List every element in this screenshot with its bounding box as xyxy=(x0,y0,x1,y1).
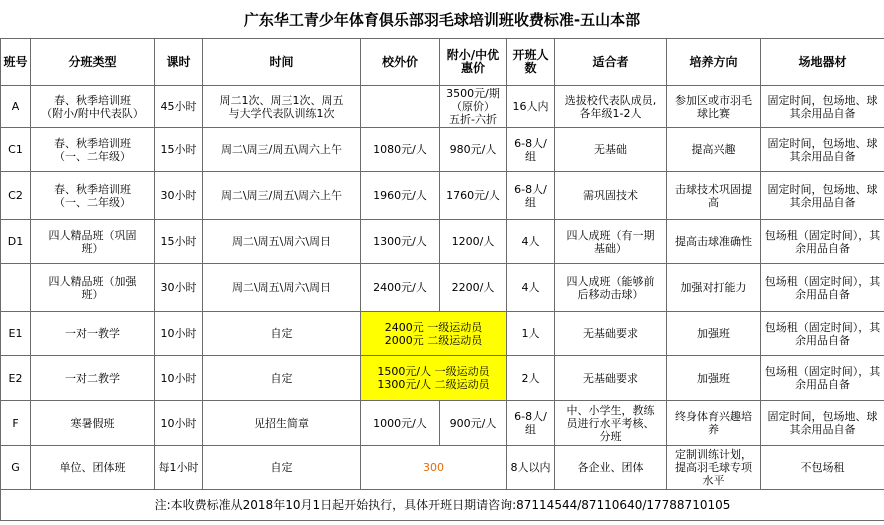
cell-venue: 包场租（固定时间），其 余用品自备 xyxy=(761,312,884,356)
cell-class-type: 寒暑假班 xyxy=(31,401,155,446)
cell-suitable: 无基础要求 xyxy=(555,356,667,401)
cell-venue: 包场租（固定时间），其 余用品自备 xyxy=(761,220,884,264)
cell-venue: 包场租（固定时间），其 余用品自备 xyxy=(761,356,884,401)
cell-venue: 固定时间，包场地、球 其余用品自备 xyxy=(761,86,884,128)
cell-class-type: 一对一教学 xyxy=(31,312,155,356)
cell-direction: 终身体育兴趣培 养 xyxy=(667,401,761,446)
table-row xyxy=(1,264,884,312)
cell-outside-price: 1300元/人 xyxy=(361,220,440,264)
table-row xyxy=(1,220,884,264)
cell-hours: 30小时 xyxy=(155,172,203,220)
cell-time: 周二\周五\周六\周日 xyxy=(203,264,361,312)
cell-code: A xyxy=(1,86,31,128)
cell-time: 自定 xyxy=(203,446,361,490)
header-outside-price: 校外价 xyxy=(361,39,440,86)
cell-direction: 提高兴趣 xyxy=(667,128,761,172)
cell-direction: 击球技术巩固提 高 xyxy=(667,172,761,220)
cell-direction: 加强班 xyxy=(667,356,761,401)
cell-code: D1 xyxy=(1,220,31,264)
cell-hours: 10小时 xyxy=(155,312,203,356)
cell-inside-price: 3500元/期 （原价） 五折-六折 xyxy=(440,86,507,128)
cell-price-merged: 1500元/人 一级运动员 1300元/人 二级运动员 xyxy=(361,356,507,401)
header-hours: 课时 xyxy=(155,39,203,86)
table-row xyxy=(1,312,884,356)
cell-outside-price xyxy=(361,86,440,128)
cell-suitable: 无基础 xyxy=(555,128,667,172)
header-venue: 场地器材 xyxy=(761,39,884,86)
cell-class-type: 单位、团体班 xyxy=(31,446,155,490)
cell-class-type: 春、秋季培训班 （一、二年级） xyxy=(31,172,155,220)
cell-inside-price: 900元/人 xyxy=(440,401,507,446)
cell-hours: 30小时 xyxy=(155,264,203,312)
note-text: 注:本收费标准从2018年10月1日起开始执行，具体开班日期请咨询:87114544/87110640/17788710105 xyxy=(1,490,884,521)
cell-outside-price: 2400元/人 xyxy=(361,264,440,312)
table-row xyxy=(1,86,884,128)
cell-time: 周二\周三/周五\周六上午 xyxy=(203,172,361,220)
cell-code: G xyxy=(1,446,31,490)
cell-direction: 加强对打能力 xyxy=(667,264,761,312)
page-title: 广东华工青少年体育俱乐部羽毛球培训班收费标准-五山本部 xyxy=(243,10,641,29)
cell-suitable: 无基础要求 xyxy=(555,312,667,356)
cell-code xyxy=(1,264,31,312)
cell-class-size: 2人 xyxy=(507,356,555,401)
table-row xyxy=(1,446,884,490)
cell-class-size: 6-8人/ 组 xyxy=(507,172,555,220)
cell-time: 周二\周五\周六\周日 xyxy=(203,220,361,264)
cell-time: 见招生简章 xyxy=(203,401,361,446)
header-suitable: 适合者 xyxy=(555,39,667,86)
cell-class-type: 一对二教学 xyxy=(31,356,155,401)
note-row xyxy=(1,490,884,521)
cell-code: F xyxy=(1,401,31,446)
cell-outside-price: 1080元/人 xyxy=(361,128,440,172)
cell-direction: 提高击球准确性 xyxy=(667,220,761,264)
cell-price-merged: 2400元 一级运动员 2000元 二级运动员 xyxy=(361,312,507,356)
cell-suitable: 中、小学生，教练 员进行水平考核、 分班 xyxy=(555,401,667,446)
cell-hours: 15小时 xyxy=(155,220,203,264)
cell-suitable: 四人成班（能够前 后移动击球） xyxy=(555,264,667,312)
cell-time: 周二\周三/周五\周六上午 xyxy=(203,128,361,172)
cell-suitable: 各企业、团体 xyxy=(555,446,667,490)
cell-class-type: 四人精品班（巩固 班） xyxy=(31,220,155,264)
cell-class-size: 4人 xyxy=(507,264,555,312)
cell-suitable: 四人成班（有一期 基础） xyxy=(555,220,667,264)
table-row xyxy=(1,172,884,220)
cell-suitable: 需巩固技术 xyxy=(555,172,667,220)
cell-venue: 固定时间，包场地、球 其余用品自备 xyxy=(761,401,884,446)
cell-inside-price: 2200/人 xyxy=(440,264,507,312)
cell-venue: 不包场租 xyxy=(761,446,884,490)
header-class-type: 分班类型 xyxy=(31,39,155,86)
cell-venue: 包场租（固定时间），其 余用品自备 xyxy=(761,264,884,312)
cell-code: C1 xyxy=(1,128,31,172)
table-row xyxy=(1,128,884,172)
cell-suitable: 选拔校代表队成员, 各年级1-2人 xyxy=(555,86,667,128)
header-direction: 培养方向 xyxy=(667,39,761,86)
cell-inside-price: 1760元/人 xyxy=(440,172,507,220)
cell-time: 周二1次、周三1次、周五 与大学代表队训练1次 xyxy=(203,86,361,128)
cell-code: E1 xyxy=(1,312,31,356)
cell-hours: 10小时 xyxy=(155,401,203,446)
header-time: 时间 xyxy=(203,39,361,86)
cell-hours: 45小时 xyxy=(155,86,203,128)
cell-code: C2 xyxy=(1,172,31,220)
table-header-row xyxy=(1,39,884,86)
cell-class-size: 16人内 xyxy=(507,86,555,128)
header-inside-price: 附小/中优 惠价 xyxy=(440,39,507,86)
cell-outside-price: 1960元/人 xyxy=(361,172,440,220)
cell-class-type: 春、秋季培训班 （一、二年级） xyxy=(31,128,155,172)
cell-direction: 加强班 xyxy=(667,312,761,356)
cell-time: 自定 xyxy=(203,356,361,401)
cell-class-type: 春、秋季培训班 （附小/附中代表队） xyxy=(31,86,155,128)
header-class-size: 开班人 数 xyxy=(507,39,555,86)
cell-price-merged: 300 xyxy=(361,446,507,490)
cell-direction: 参加区或市羽毛 球比赛 xyxy=(667,86,761,128)
cell-outside-price: 1000元/人 xyxy=(361,401,440,446)
cell-class-size: 8人以内 xyxy=(507,446,555,490)
cell-class-size: 6-8人/ 组 xyxy=(507,401,555,446)
cell-hours: 每1小时 xyxy=(155,446,203,490)
cell-direction: 定制训练计划， 提高羽毛球专项 水平 xyxy=(667,446,761,490)
cell-class-size: 4人 xyxy=(507,220,555,264)
cell-class-size: 6-8人/ 组 xyxy=(507,128,555,172)
fee-table xyxy=(0,38,884,521)
cell-code: E2 xyxy=(1,356,31,401)
cell-time: 自定 xyxy=(203,312,361,356)
cell-inside-price: 980元/人 xyxy=(440,128,507,172)
cell-hours: 10小时 xyxy=(155,356,203,401)
cell-venue: 固定时间，包场地、球 其余用品自备 xyxy=(761,172,884,220)
cell-inside-price: 1200/人 xyxy=(440,220,507,264)
cell-class-type: 四人精品班（加强 班） xyxy=(31,264,155,312)
table-row xyxy=(1,356,884,401)
header-code: 班号 xyxy=(1,39,31,86)
table-row xyxy=(1,401,884,446)
cell-class-size: 1人 xyxy=(507,312,555,356)
cell-hours: 15小时 xyxy=(155,128,203,172)
cell-venue: 固定时间，包场地、球 其余用品自备 xyxy=(761,128,884,172)
